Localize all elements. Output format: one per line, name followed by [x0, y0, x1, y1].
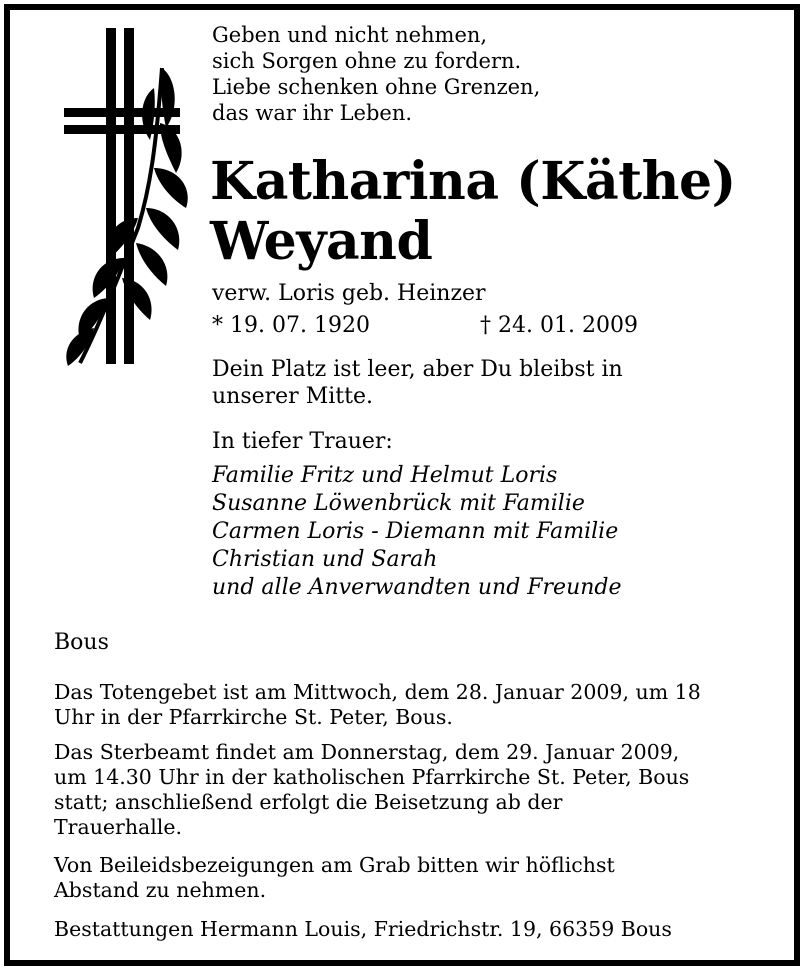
quote-line: unserer Mitte.: [212, 384, 373, 409]
mourner-entry: Christian und Sarah: [212, 547, 438, 572]
undertaker-notice: [54, 917, 774, 942]
notice-line: um 14.30 Uhr in der katholischen Pfarrkirche St. Peter, Bous: [54, 765, 690, 789]
mourner-entry: Familie Fritz und Helmut Loris: [212, 463, 558, 488]
farewell-quote: [212, 356, 623, 410]
life-dates: [212, 313, 672, 339]
notice-line: Uhr in der Pfarrkirche St. Peter, Bous.: [54, 705, 453, 729]
mourner-entry: Susanne Löwenbrück mit Familie: [212, 491, 585, 516]
notice-line: Das Totengebet ist am Mittwoch, dem 28. Januar 2009, um 18: [54, 680, 701, 704]
motto-verse: [212, 22, 540, 126]
notice-line: Von Beileidsbezeigungen am Grab bitten wir höflichst: [54, 853, 615, 877]
motto-line: Liebe schenken ohne Grenzen,: [212, 75, 541, 99]
death-date: † 24. 01. 2009: [480, 313, 638, 338]
place-name: Bous: [54, 630, 109, 655]
notice-line: Trauerhalle.: [54, 815, 183, 839]
deceased-name: [210, 152, 736, 272]
notice-line: Bestattungen Hermann Louis, Friedrichstr. 19, 66359 Bous: [54, 917, 672, 941]
mourner-entry: Carmen Loris - Diemann mit Familie: [212, 519, 619, 544]
motto-line: das war ihr Leben.: [212, 101, 413, 125]
mourners-list: [212, 462, 622, 602]
notice-line: statt; anschließend erfolgt die Beisetzung ab der: [54, 790, 563, 814]
cross-with-palm-icon: [58, 28, 208, 368]
condolence-notice: [54, 853, 774, 903]
notice-line: Das Sterbeamt findet am Donnerstag, dem 29. Januar 2009,: [54, 740, 680, 764]
motto-line: Geben und nicht nehmen,: [212, 23, 488, 47]
obituary-notice: [4, 4, 800, 966]
birth-date: * 19. 07. 1920: [212, 313, 370, 338]
mourning-label: In tiefer Trauer:: [212, 429, 393, 454]
mourner-entry: und alle Anverwandten und Freunde: [212, 575, 622, 600]
quote-line: Dein Platz ist leer, aber Du bleibst in: [212, 357, 623, 382]
name-line-1: Katharina (Käthe): [210, 151, 736, 212]
notice-line: Abstand zu nehmen.: [54, 878, 267, 902]
motto-line: sich Sorgen ohne zu fordern.: [212, 49, 522, 73]
requiem-notice: [54, 740, 774, 840]
maiden-name: verw. Loris geb. Heinzer: [212, 281, 486, 306]
prayer-notice: [54, 680, 774, 730]
name-line-2: Weyand: [210, 211, 433, 272]
